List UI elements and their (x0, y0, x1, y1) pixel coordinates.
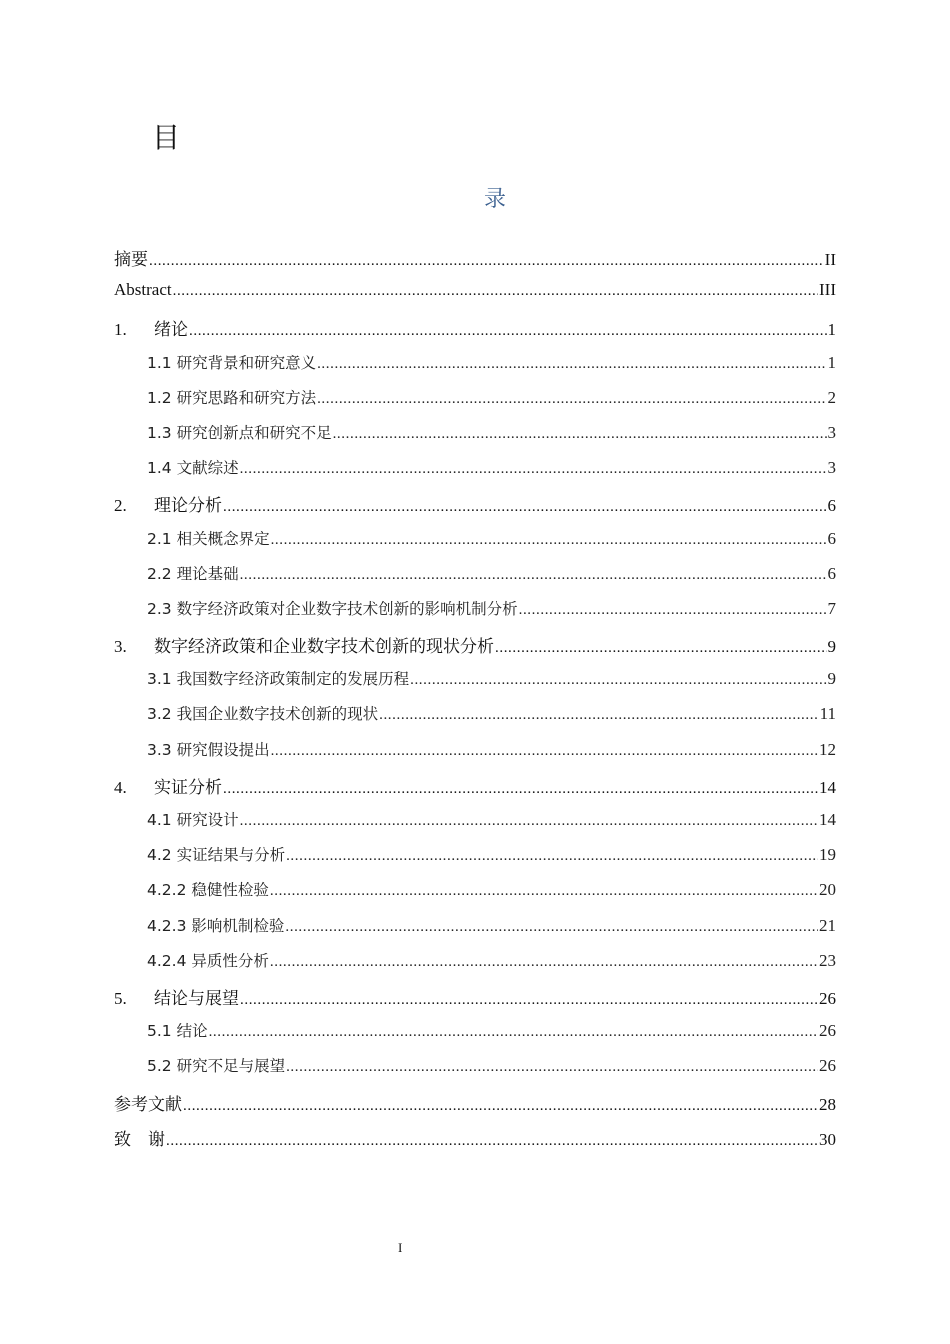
toc-entry-label: 2.3 数字经济政策对企业数字技术创新的影响机制分析 (147, 599, 518, 618)
toc-entry[interactable] (114, 914, 836, 949)
toc-entry-page: 2 (827, 387, 836, 407)
toc-entry[interactable] (114, 491, 836, 526)
toc-entry-label: Abstract (114, 280, 172, 300)
table-of-contents (114, 245, 836, 1160)
toc-entry[interactable] (114, 527, 836, 562)
dot-leader (189, 320, 827, 340)
toc-entry-page: 23 (819, 950, 836, 970)
toc-entry[interactable] (114, 738, 836, 773)
dot-leader (379, 705, 819, 724)
dot-leader (183, 1095, 818, 1115)
toc-entry-label: 致 谢 (114, 1129, 165, 1149)
toc-entry[interactable] (114, 949, 836, 984)
toc-entry-label: 2.1 相关概念界定 (147, 529, 270, 548)
toc-entry-label: 摘要 (114, 250, 148, 269)
dot-leader (285, 917, 818, 936)
toc-entry[interactable] (114, 245, 836, 280)
toc-entry-page: 21 (819, 915, 836, 935)
toc-entry-page: 3 (827, 458, 836, 478)
toc-entry-number: 3. (114, 637, 127, 657)
dot-leader (286, 1057, 818, 1076)
dot-leader (209, 1022, 818, 1041)
dot-leader (410, 670, 826, 689)
dot-leader (495, 637, 827, 657)
toc-entry[interactable] (114, 456, 836, 491)
toc-entry-label: 4.2.2 稳健性检验 (147, 881, 269, 900)
toc-entry[interactable] (114, 1125, 836, 1160)
toc-entry[interactable] (114, 632, 836, 667)
dot-leader (166, 1130, 818, 1150)
toc-entry-label: 5.2 研究不足与展望 (147, 1057, 286, 1076)
toc-entry-label: 1.1 研究背景和研究意义 (147, 353, 317, 372)
toc-entry[interactable] (114, 1054, 836, 1089)
dot-leader (270, 881, 818, 900)
toc-entry[interactable] (114, 773, 836, 808)
toc-entry[interactable] (114, 702, 836, 737)
dot-leader (240, 989, 818, 1009)
toc-entry-page: 9 (827, 637, 836, 657)
toc-entry-label: 结论与展望 (154, 988, 239, 1008)
toc-entry-label: 3.2 我国企业数字技术创新的现状 (147, 705, 379, 724)
toc-entry-page: 28 (819, 1094, 836, 1114)
toc-entry[interactable] (114, 421, 836, 456)
toc-entry-number: 2. (114, 496, 127, 516)
toc-entry-page: III (819, 280, 836, 300)
toc-entry-page: 6 (827, 496, 836, 516)
toc-entry[interactable] (114, 984, 836, 1019)
toc-entry-label: 4.2.4 异质性分析 (147, 951, 269, 970)
dot-leader (223, 778, 818, 798)
dot-leader (317, 354, 826, 373)
toc-entry[interactable] (114, 562, 836, 597)
toc-entry-page: 6 (827, 528, 836, 548)
dot-leader (271, 741, 818, 760)
toc-entry-page: 9 (827, 669, 836, 689)
toc-entry-label: 5.1 结论 (147, 1022, 208, 1041)
toc-entry-label: 绪论 (154, 320, 188, 340)
toc-entry-label: 4.2.3 影响机制检验 (147, 916, 285, 935)
toc-entry-label: 实证分析 (154, 777, 222, 797)
toc-entry-page: 26 (819, 1056, 836, 1076)
toc-entry-label: 数字经济政策和企业数字技术创新的现状分析 (154, 637, 494, 657)
dot-leader (317, 389, 826, 408)
toc-entry-page: 12 (819, 739, 836, 759)
dot-leader (286, 846, 818, 865)
toc-entry-number: 4. (114, 777, 127, 797)
toc-entry-label: 2.2 理论基础 (147, 564, 239, 583)
toc-entry-label: 4.2 实证结果与分析 (147, 846, 286, 865)
toc-entry-page: 14 (819, 810, 836, 829)
dot-leader (173, 280, 818, 300)
toc-entry[interactable] (114, 667, 836, 702)
toc-entry[interactable] (114, 878, 836, 913)
dot-leader (271, 530, 827, 549)
toc-entry-page: 1 (827, 352, 836, 372)
toc-entry-page: 19 (819, 845, 836, 865)
toc-entry-label: 3.1 我国数字经济政策制定的发展历程 (147, 670, 410, 689)
toc-entry[interactable] (114, 386, 836, 421)
toc-entry[interactable] (114, 1019, 836, 1054)
dot-leader (333, 424, 827, 443)
toc-entry-label: 参考文献 (114, 1094, 182, 1114)
toc-entry[interactable] (114, 351, 836, 386)
toc-entry-label: 1.2 研究思路和研究方法 (147, 388, 317, 407)
dot-leader (223, 496, 827, 516)
toc-entry[interactable] (114, 1090, 836, 1125)
dot-leader (240, 811, 818, 830)
toc-entry-label: 1.3 研究创新点和研究不足 (147, 423, 332, 442)
toc-entry-label: 4.1 研究设计 (147, 811, 239, 829)
toc-entry[interactable] (114, 843, 836, 878)
toc-entry-page: 20 (819, 880, 836, 900)
toc-entry-number: 1. (114, 320, 127, 340)
toc-entry-page: 7 (827, 598, 836, 618)
toc-entry[interactable] (114, 808, 836, 843)
page-number: I (398, 1240, 403, 1255)
dot-leader (149, 250, 824, 270)
toc-entry-page: 6 (827, 563, 836, 583)
toc-entry-number: 5. (114, 988, 127, 1008)
toc-entry-page: 3 (827, 422, 836, 442)
toc-title-part2: 录 (484, 187, 507, 212)
toc-entry-label: 1.4 文献综述 (147, 459, 239, 478)
dot-leader (240, 565, 827, 584)
dot-leader (519, 600, 827, 619)
toc-entry-page: 26 (819, 1021, 836, 1041)
toc-entry-label: 3.3 研究假设提出 (147, 740, 270, 759)
toc-entry-page: 14 (819, 777, 836, 797)
toc-title-part1: 目 (152, 121, 181, 154)
toc-entry[interactable] (114, 280, 836, 315)
toc-entry-label: 理论分析 (154, 496, 222, 516)
toc-entry[interactable] (114, 315, 836, 350)
dot-leader (270, 952, 818, 971)
toc-entry[interactable] (114, 597, 836, 632)
toc-entry-page: 1 (827, 320, 836, 340)
dot-leader (240, 459, 827, 478)
toc-entry-page: 26 (819, 988, 836, 1008)
toc-entry-page: 30 (819, 1129, 836, 1149)
toc-entry-page: 11 (819, 704, 836, 724)
toc-entry-page: II (824, 250, 836, 269)
